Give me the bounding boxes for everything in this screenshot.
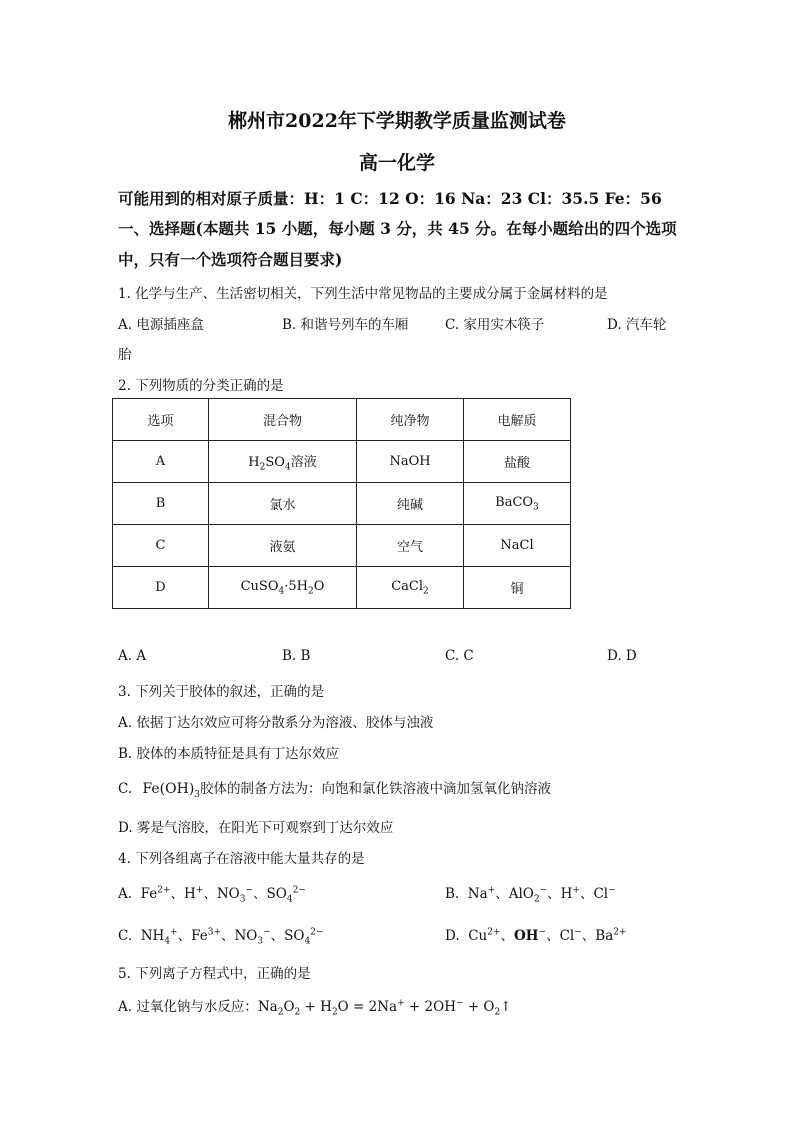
table-cell: NaCl [464,525,571,567]
table-header-cell: 纯净物 [357,399,464,441]
q5-option-a-label: A. 过氧化钠与水反应： [118,999,258,1015]
table-row [113,567,571,609]
q3-option-b: B. 胶体的本质特征是具有丁达尔效应 [118,746,340,762]
q2-option-d: D. D [607,648,637,664]
table-cell: 空气 [357,525,464,567]
q3-option-c: C. $Fe(OH)_3$胶体的制备方法为：向饱和氯化铁溶液中滴加氢氧化钠溶液 [118,781,552,800]
table-header-cell: 混合物 [209,399,357,441]
table-cell: 液氨 [209,525,357,567]
q3-stem: 3. 下列关于胶体的叙述，正确的是 [118,684,325,700]
table-header-cell: 电解质 [464,399,571,441]
q1-option-d: D. 汽车轮 [607,317,667,333]
q4-option-a: A. $Fe^{2+}$、H+、$NO_3^-$、$SO_4^{2-}$ [118,885,306,905]
q1-option-b: B. 和谐号列车的车厢 [282,317,409,333]
q4-option-b-label: B. [445,886,460,902]
table-row [113,525,571,567]
q4-stem: 4. 下列各组离子在溶液中能大量共存的是 [118,851,365,867]
q4-option-a-label: A. [118,886,133,902]
section-title-line1: 一、选择题(本题共 15 小题，每小题 3 分，共 45 分。在每小题给出的四个选项 [118,219,677,238]
q3-option-c-text: 胶体的制备方法为：向饱和氯化铁溶液中滴加氢氧化钠溶液 [200,781,552,797]
q4-option-c: C. $NH_4^+$、$Fe^{3+}$、$NO_3^-$、$SO_4^{2-}$ [118,927,324,947]
table-cell: 盐酸 [464,441,571,483]
exam-title: 郴州市2022年下学期教学质量监测试卷 [228,110,566,132]
q1-option-c: C. 家用实木筷子 [445,317,545,333]
q5-stem: 5. 下列离子方程式中，正确的是 [118,966,311,982]
table-cell: 氯水 [209,483,357,525]
q4-option-d: D. $Cu^{2+}$、OH−、Cl−、$Ba^{2+}$ [445,927,627,944]
table-cell-text: 溶液 [290,454,317,470]
table-cell: D [113,567,209,609]
q4-option-d-label: D. [445,928,460,944]
table-row [113,483,571,525]
table-cell: 铜 [464,567,571,609]
table-cell-text: CaCl [391,578,424,594]
table-cell: NaOH [357,441,464,483]
classification-table [112,398,571,609]
table-cell: B [113,483,209,525]
table-row [113,441,571,483]
section-title-line2: 中，只有一个选项符合题目要求) [118,250,343,269]
q3-option-c-label: C. [118,781,133,797]
table-cell: CaCl$_2$ [357,567,464,609]
table-cell: $CuSO_4\cdot 5H_2O$ [209,567,357,609]
table-cell-text: CuSO [240,578,279,594]
q3-option-a: A. 依据丁达尔效应可将分散系分为溶液、胶体与浊液 [118,715,434,731]
table-cell: A [113,441,209,483]
q3-option-d: D. 雾是气溶胶，在阳光下可观察到丁达尔效应 [118,820,394,836]
table-cell: 纯碱 [357,483,464,525]
q5-option-a: A. 过氧化钠与水反应：$Na_2O_2 + H_2O = 2Na^+ + 2OH^-$ + $O_2↑$ [118,998,512,1018]
q4-option-c-label: C. [118,928,133,944]
table-cell: $H_2SO_4$溶液 [209,441,357,483]
q1-option-a: A. 电源插座盒 [118,317,204,333]
q1-option-d-wrap: 胎 [118,347,132,363]
q2-stem: 2. 下列物质的分类正确的是 [118,378,284,394]
table-header-cell: 选项 [113,399,209,441]
table-cell: C [113,525,209,567]
table-cell-text: BaCO [495,494,534,510]
q2-option-c: C. C [445,648,474,664]
atomic-masses: 可能用到的相对原子质量：H：1 C：12 O：16 Na：23 Cl：35.5 Fe：56 [118,189,662,208]
q4-option-b: B. Na+、AlO$_2$−、H+、Cl− [445,885,616,905]
q2-option-b: B. B [282,648,311,664]
table-header-row [113,399,571,441]
q2-option-a: A. A [118,648,147,664]
table-cell: BaCO$_3$ [464,483,571,525]
q1-stem: 1. 化学与生产、生活密切相关，下列生活中常见物品的主要成分属于金属材料的是 [118,286,608,302]
exam-subject: 高一化学 [358,152,435,174]
